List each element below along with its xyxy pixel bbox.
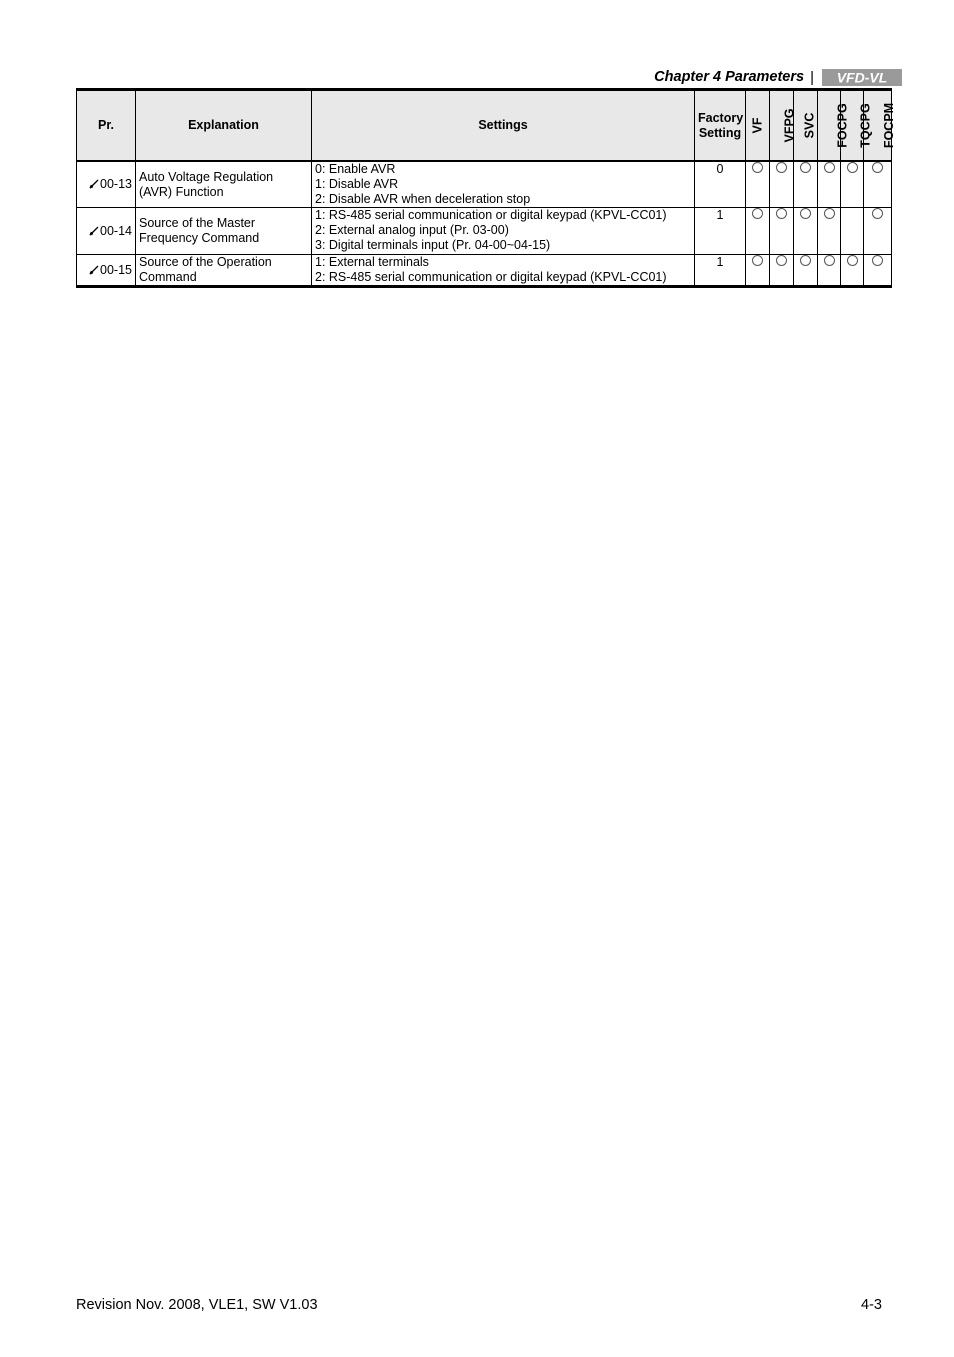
page-number: 4-3 <box>861 1297 882 1313</box>
mode-tqcpg-cell <box>841 255 864 287</box>
table-row <box>77 255 892 287</box>
factory-setting: 1 <box>695 255 746 287</box>
param-number: 00-14 <box>77 208 136 255</box>
table-row <box>77 208 892 255</box>
param-number: 00-15 <box>77 255 136 287</box>
factory-setting: 1 <box>695 208 746 255</box>
parameter-table <box>76 88 897 288</box>
circle-icon <box>776 255 787 266</box>
header-separator: | <box>810 68 814 86</box>
param-explanation: Source of the Master Frequency Command <box>136 208 312 255</box>
mode-focpm-cell <box>864 161 892 208</box>
factory-setting: 0 <box>695 161 746 208</box>
circle-icon <box>800 208 811 219</box>
header-mode-tqcpg: TQCPG <box>841 90 864 162</box>
mode-vf-cell <box>746 161 770 208</box>
mode-focpg-cell <box>818 255 841 287</box>
table-row <box>77 161 892 208</box>
vfd-vl-logo <box>822 69 902 86</box>
page-header <box>654 66 902 88</box>
header-settings: Settings <box>312 90 695 162</box>
circle-icon <box>872 255 883 266</box>
header-mode-focpg: FOCPG <box>818 90 841 162</box>
mode-focpm-cell <box>864 255 892 287</box>
table-header-row <box>77 90 892 162</box>
mode-vf-cell <box>746 255 770 287</box>
circle-icon <box>824 162 835 173</box>
circle-icon <box>800 255 811 266</box>
pen-icon <box>89 179 99 189</box>
mode-focpm-cell <box>864 208 892 255</box>
circle-icon <box>824 208 835 219</box>
param-number: 00-13 <box>77 161 136 208</box>
header-mode-vfpg: VFPG <box>770 90 794 162</box>
circle-icon <box>824 255 835 266</box>
header-explanation: Explanation <box>136 90 312 162</box>
chapter-title: Chapter 4 Parameters <box>654 69 805 85</box>
param-settings: 0: Enable AVR 1: Disable AVR 2: Disable AVR when deceleration stop <box>312 161 695 208</box>
header-mode-vf: VF <box>746 90 770 162</box>
mode-svc-cell <box>794 255 818 287</box>
circle-icon <box>872 208 883 219</box>
param-explanation: Source of the Operation Command <box>136 255 312 287</box>
param-explanation: Auto Voltage Regulation (AVR) Function <box>136 161 312 208</box>
header-pr: Pr. <box>77 90 136 162</box>
mode-vf-cell <box>746 208 770 255</box>
mode-svc-cell <box>794 161 818 208</box>
circle-icon <box>847 162 858 173</box>
header-mode-svc: SVC <box>794 90 818 162</box>
pen-icon <box>89 265 99 275</box>
circle-icon <box>847 255 858 266</box>
circle-icon <box>776 162 787 173</box>
circle-icon <box>776 208 787 219</box>
header-factory-setting: Factory Setting <box>695 90 746 162</box>
pen-icon <box>89 226 99 236</box>
header-mode-focpm: FOCPM <box>864 90 892 162</box>
page-footer <box>76 1297 882 1313</box>
mode-focpg-cell <box>818 161 841 208</box>
param-settings: 1: External terminals 2: RS-485 serial communication or digital keypad (KPVL-CC01) <box>312 255 695 287</box>
mode-vfpg-cell <box>770 208 794 255</box>
svg-text:VFD-VL: VFD-VL <box>836 69 888 85</box>
revision-info: Revision Nov. 2008, VLE1, SW V1.03 <box>76 1297 318 1313</box>
param-settings: 1: RS-485 serial communication or digital keypad (KPVL-CC01) 2: External analog input (Pr. 03-00) 3: Digital terminals input (Pr. 04-00~04-15) <box>312 208 695 255</box>
circle-icon <box>800 162 811 173</box>
mode-vfpg-cell <box>770 161 794 208</box>
circle-icon <box>752 208 763 219</box>
mode-tqcpg-cell <box>841 208 864 255</box>
circle-icon <box>752 255 763 266</box>
mode-focpg-cell <box>818 208 841 255</box>
mode-svc-cell <box>794 208 818 255</box>
mode-tqcpg-cell <box>841 161 864 208</box>
circle-icon <box>752 162 763 173</box>
mode-vfpg-cell <box>770 255 794 287</box>
circle-icon <box>872 162 883 173</box>
